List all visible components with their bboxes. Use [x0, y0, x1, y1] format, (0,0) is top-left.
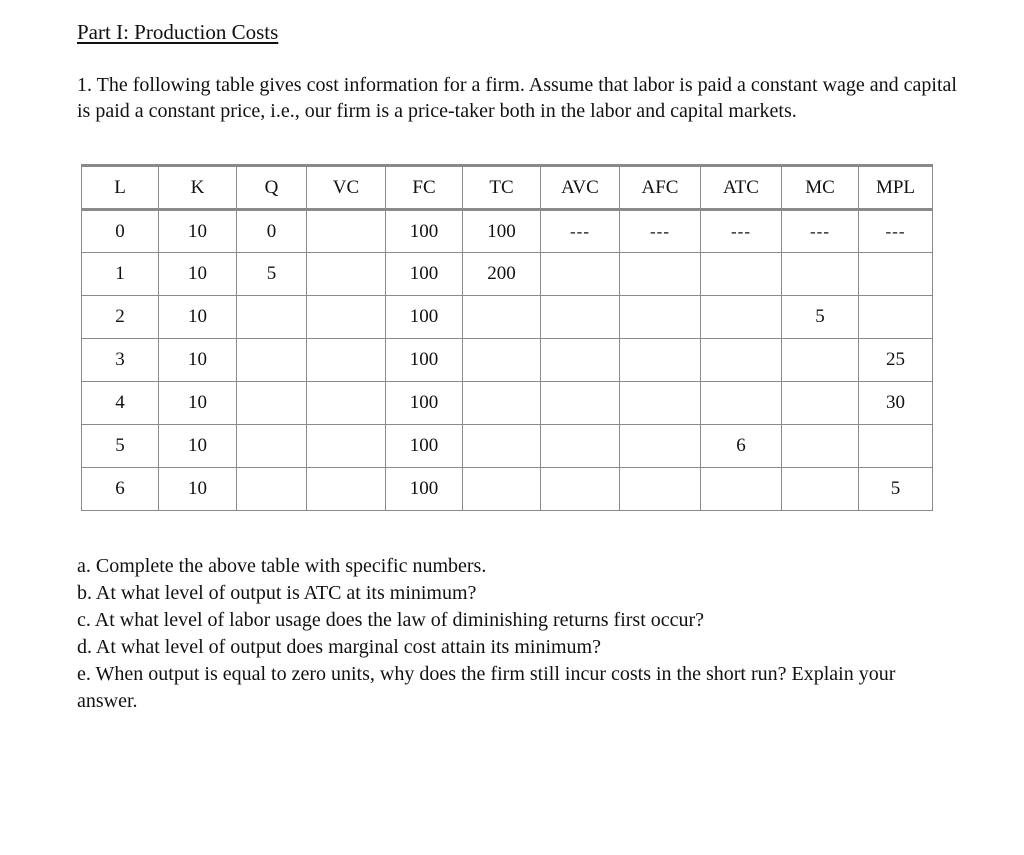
cost-table [81, 164, 933, 511]
question-list [77, 553, 947, 715]
table-cell: 100 [386, 253, 463, 296]
table-row [82, 382, 933, 425]
column-header-fc: FC [386, 166, 463, 210]
table-cell: 100 [386, 382, 463, 425]
table-cell: 0 [82, 210, 159, 253]
table-header-row [82, 166, 933, 210]
table-cell: --- [782, 210, 859, 253]
table-cell [463, 296, 541, 339]
table-cell: 4 [82, 382, 159, 425]
column-header-l: L [82, 166, 159, 210]
table-cell [701, 382, 782, 425]
table-cell [701, 468, 782, 511]
table-cell: 5 [782, 296, 859, 339]
table-cell [307, 296, 386, 339]
table-cell: 25 [859, 339, 933, 382]
table-cell [307, 425, 386, 468]
table-cell: 100 [386, 296, 463, 339]
section-title: Part I: Production Costs [77, 20, 279, 44]
table-cell: 6 [701, 425, 782, 468]
table-row [82, 296, 933, 339]
table-cell [463, 425, 541, 468]
table-row [82, 425, 933, 468]
table-cell [782, 425, 859, 468]
table-cell [307, 253, 386, 296]
table-cell: 10 [159, 382, 237, 425]
table-cell: --- [859, 210, 933, 253]
table-cell [620, 382, 701, 425]
table-cell [237, 468, 307, 511]
table-cell: 200 [463, 253, 541, 296]
table-cell [541, 296, 620, 339]
table-cell: 3 [82, 339, 159, 382]
column-header-k: K [159, 166, 237, 210]
table-cell: 2 [82, 296, 159, 339]
column-header-tc: TC [463, 166, 541, 210]
table-cell [701, 296, 782, 339]
table-cell [541, 468, 620, 511]
table-cell [859, 296, 933, 339]
column-header-mc: MC [782, 166, 859, 210]
column-header-avc: AVC [541, 166, 620, 210]
table-cell [782, 339, 859, 382]
table-row [82, 253, 933, 296]
table-cell [463, 468, 541, 511]
table-cell [307, 382, 386, 425]
table-cell: 10 [159, 339, 237, 382]
table-cell: 100 [386, 339, 463, 382]
table-cell [620, 253, 701, 296]
table-cell [782, 253, 859, 296]
table-cell: --- [541, 210, 620, 253]
table-row [82, 210, 933, 253]
question-b: b. At what level of output is ATC at its minimum? [77, 582, 477, 604]
table-cell: 30 [859, 382, 933, 425]
table-cell: 1 [82, 253, 159, 296]
table-cell [859, 425, 933, 468]
table-cell [541, 425, 620, 468]
table-cell [701, 339, 782, 382]
question-c: c. At what level of labor usage does the law of diminishing returns first occur? [77, 609, 705, 631]
table-cell [782, 382, 859, 425]
table-cell [620, 339, 701, 382]
table-cell [237, 382, 307, 425]
table-cell: 100 [463, 210, 541, 253]
table-cell [859, 253, 933, 296]
table-cell [237, 425, 307, 468]
question-d: d. At what level of output does marginal cost attain its minimum? [77, 636, 601, 658]
table-cell [307, 339, 386, 382]
table-cell [463, 382, 541, 425]
table-cell [307, 210, 386, 253]
table-cell: 10 [159, 425, 237, 468]
table-cell: 5 [859, 468, 933, 511]
column-header-mpl: MPL [859, 166, 933, 210]
table-cell [307, 468, 386, 511]
table-cell: 10 [159, 253, 237, 296]
table-cell: 100 [386, 425, 463, 468]
table-cell [620, 425, 701, 468]
column-header-atc: ATC [701, 166, 782, 210]
table-cell [620, 468, 701, 511]
table-row [82, 339, 933, 382]
table-cell [237, 296, 307, 339]
table-cell [237, 339, 307, 382]
table-cell [541, 382, 620, 425]
table-cell: 6 [82, 468, 159, 511]
table-cell [620, 296, 701, 339]
table-cell: 10 [159, 468, 237, 511]
question-e: e. When output is equal to zero units, why does the firm still incur costs in the short run? Explain your answer. [77, 663, 896, 712]
question-a: a. Complete the above table with specific numbers. [77, 555, 487, 577]
column-header-afc: AFC [620, 166, 701, 210]
table-cell: 5 [237, 253, 307, 296]
table-cell [782, 468, 859, 511]
table-cell: --- [701, 210, 782, 253]
table-cell: 100 [386, 210, 463, 253]
table-cell [701, 253, 782, 296]
table-cell [541, 339, 620, 382]
table-body [82, 210, 933, 511]
table-row [82, 468, 933, 511]
table-cell: 10 [159, 210, 237, 253]
table-cell: 10 [159, 296, 237, 339]
column-header-vc: VC [307, 166, 386, 210]
table-cell: 100 [386, 468, 463, 511]
table-cell: 5 [82, 425, 159, 468]
table-cell [541, 253, 620, 296]
question-intro: 1. The following table gives cost information for a firm. Assume that labor is paid a constant wage and capital is paid a constant price, i.e., our firm is a price-taker both in the labor and capital markets. [77, 74, 957, 122]
column-header-q: Q [237, 166, 307, 210]
table-cell: --- [620, 210, 701, 253]
table-cell [463, 339, 541, 382]
table-cell: 0 [237, 210, 307, 253]
